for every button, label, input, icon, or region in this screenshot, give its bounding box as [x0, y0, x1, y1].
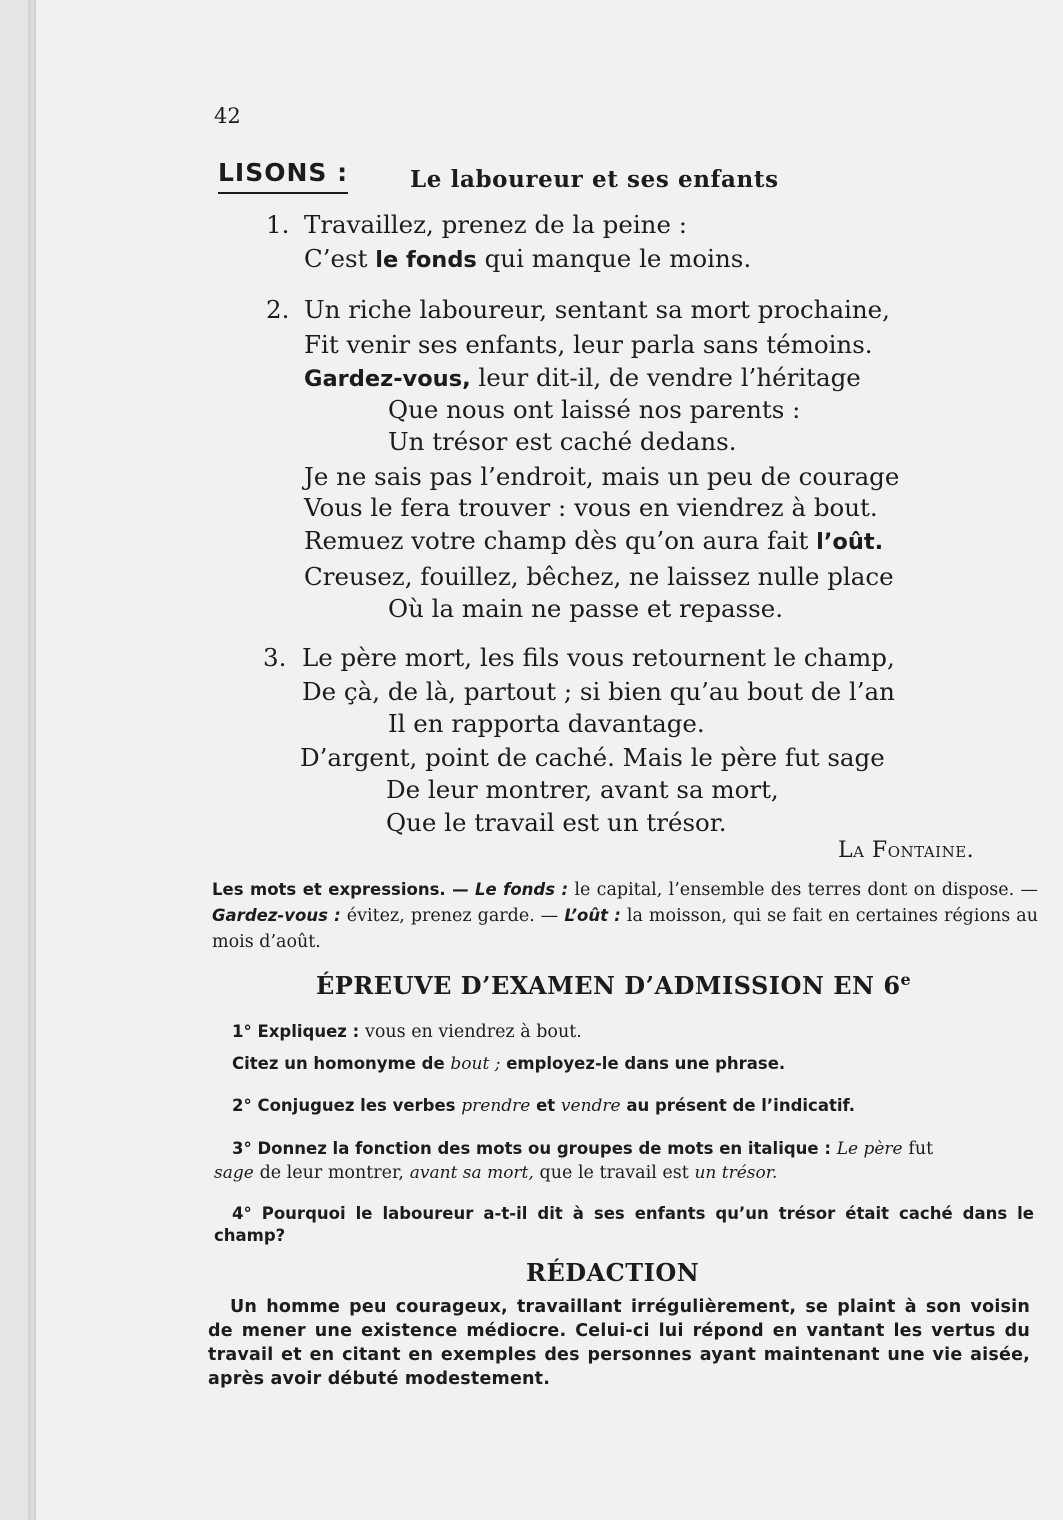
vocab-word: l’oût.	[816, 529, 884, 555]
vocab-word: le fonds	[375, 247, 477, 273]
poem-line: Que le travail est un trésor.	[386, 808, 727, 837]
note-definition: le capital, l’ensemble des terres dont on dispose. —	[574, 880, 1038, 900]
note-term: L’oût :	[564, 906, 621, 925]
redaction-title: RÉDACTION	[526, 1258, 700, 1287]
stanza-number: 2.	[266, 295, 290, 324]
note-definition: évitez, prenez garde. —	[346, 906, 559, 926]
note-definition: la moisson, qui se fait en certaines régions au mois d’août.	[212, 906, 1038, 952]
note-term: Le fonds :	[474, 880, 569, 899]
notes-label: Les mots et expressions. —	[212, 880, 469, 899]
poem-line: Je ne sais pas l’endroit, mais un peu de courage	[304, 462, 900, 491]
poem-line: Creusez, fouillez, bêchez, ne laissez nulle place	[304, 562, 894, 591]
page-number: 42	[214, 104, 241, 128]
exam-question-4: 4° Pourquoi le laboureur a-t-il dit à ses enfants qu’un trésor était caché dans le champ?	[214, 1204, 1034, 1245]
poem-line: C’est le fonds qui manque le moins.	[304, 244, 752, 273]
book-page	[36, 0, 1063, 1520]
poem-author: La Fontaine.	[838, 838, 975, 863]
poem-line: Travaillez, prenez de la peine :	[304, 210, 688, 239]
redaction-prompt: Un homme peu courageux, travaillant irrégulièrement, se plaint à son voisin de mener une existence médiocre. Celui-ci lui répond en vantant les vertus du travail et en citant en exemples des personnes ayant maintenant une vie aisée, après avoir débuté modestement.	[208, 1297, 1030, 1389]
poem-line: Il en rapporta davantage.	[388, 709, 705, 738]
exam-question-3-continued: sage de leur montrer, avant sa mort, que le travail est un trésor.	[214, 1163, 778, 1183]
poem-line: Un riche laboureur, sentant sa mort prochaine,	[304, 295, 890, 324]
poem-line: Vous le fera trouver : vous en viendrez à bout.	[304, 493, 878, 522]
poem-line: Un trésor est caché dedans.	[388, 427, 737, 456]
poem-line: Gardez-vous, leur dit-il, de vendre l’héritage	[304, 363, 861, 392]
lesson-label: LISONS :	[218, 158, 348, 194]
poem-title: Le laboureur et ses enfants	[410, 166, 779, 193]
poem-line: Où la main ne passe et repasse.	[388, 594, 783, 623]
poem-line: De çà, de là, partout ; si bien qu’au bout de l’an	[302, 677, 895, 706]
exam-question-1-followup: Citez un homonyme de bout ; employez-le dans une phrase.	[232, 1054, 786, 1074]
vocab-word: Gardez-vous,	[304, 366, 471, 392]
poem-line: Fit venir ses enfants, leur parla sans témoins.	[304, 330, 873, 359]
stanza-number: 3.	[263, 643, 287, 672]
exam-question-1: 1° Expliquez : vous en viendrez à bout.	[232, 1022, 582, 1042]
poem-line: D’argent, point de caché. Mais le père fut sage	[300, 743, 885, 772]
poem-line: Remuez votre champ dès qu’on aura fait l’oût.	[304, 526, 884, 555]
stanza-number: 1.	[266, 210, 290, 239]
note-term: Gardez-vous :	[212, 906, 341, 925]
poem-line: Que nous ont laissé nos parents :	[388, 395, 801, 424]
exam-question-3: 3° Donnez la fonction des mots ou groupes de mots en italique : Le père fut	[232, 1139, 934, 1159]
vocabulary-notes	[212, 877, 1038, 955]
exam-title: ÉPREUVE D’EXAMEN D’ADMISSION EN 6e	[316, 970, 912, 1000]
poem-line: Le père mort, les fils vous retournent le champ,	[302, 643, 895, 672]
poem-line: De leur montrer, avant sa mort,	[386, 775, 779, 804]
exam-question-2: 2° Conjuguez les verbes prendre et vendre au présent de l’indicatif.	[232, 1096, 856, 1116]
lesson-header	[218, 158, 779, 194]
